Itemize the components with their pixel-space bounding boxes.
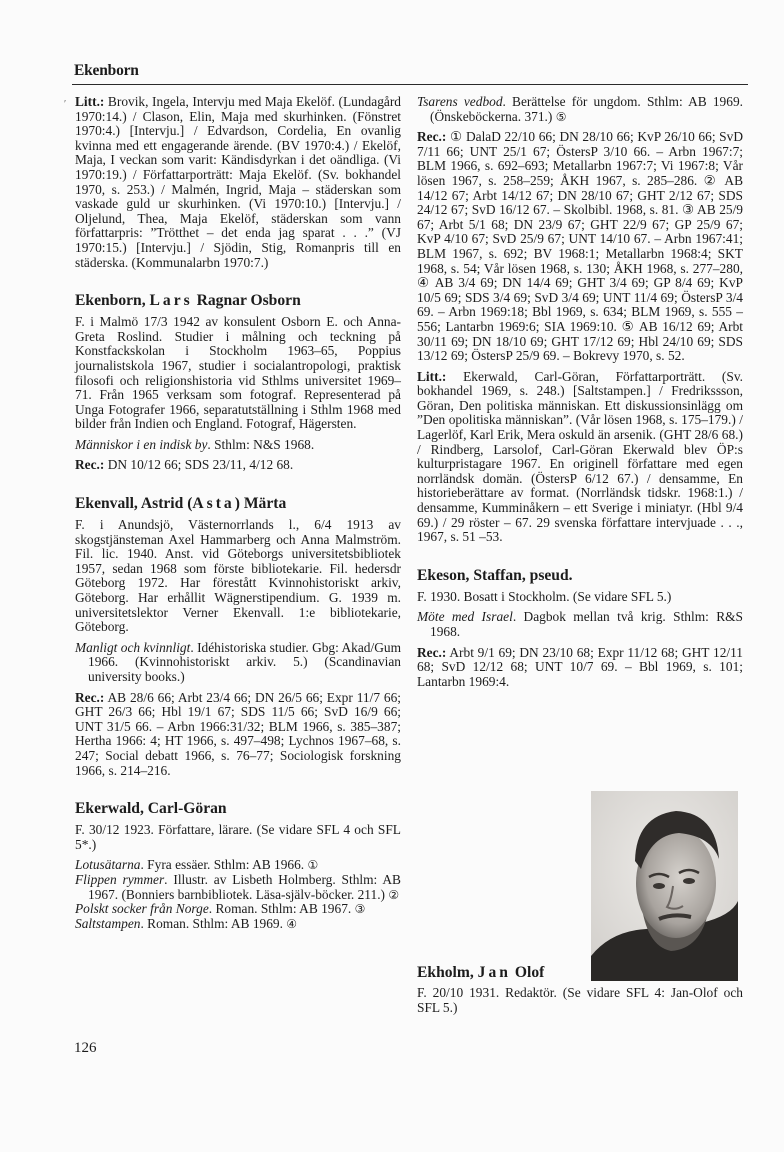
name-part: ) Märta [234,495,287,513]
work-title: Möte med Israel [417,609,513,625]
litt-label: Litt.: [417,368,447,384]
entry-bio: F. 20/10 1931. Redaktör. (Se vidare SFL 4: Jan-Olof och SFL 5.) [417,985,743,1015]
work-number-mark: ④ [286,916,298,931]
work-details: . Dagbok mellan två krig. Sthlm: R&S 1968. [430,609,743,639]
work-item [75,641,401,685]
reviews [417,646,743,690]
work-details: . Roman. Sthlm: AB 1967. [208,901,355,917]
works-list [417,95,743,124]
works-list [417,610,743,639]
portrait-illustration [591,791,738,981]
entry-bio: F. 1930. Bosatt i Stockholm. (Se vidare SFL 5.) [417,588,672,604]
name-part: Ragnar Osborn [192,292,301,310]
work-title: Tsarens vedbod [417,94,503,109]
work-details: . Illustr. av Lisbeth Holmberg. Sthlm: AB 1967. (Bonniers barnbibliotek. Läsa-själv-böcker. 211.) [88,871,401,902]
rec-label: Rec.: [417,644,447,660]
reviews [417,130,743,364]
rec-label: Rec.: [417,129,447,145]
right-column [417,95,743,695]
left-column [75,95,401,937]
work-number-mark: ⑤ [555,109,567,124]
work-title: Manligt och kvinnligt [75,639,191,655]
name-part: Olof [510,964,545,981]
name-part: Ekenborn, [75,292,150,310]
work-title: Människor i en indisk by [75,436,208,452]
rec-label: Rec.: [75,689,105,705]
margin-tick-mark: ʹ [64,99,67,110]
work-title: Lotusätarna [75,857,141,873]
work-title: Polskt socker från Norge [75,901,209,917]
works-list [75,858,401,931]
litt-text: Brovik, Ingela, Intervju med Maja Ekelöf. (Lundagård 1970:14.) / Clason, Elin, Maja med skurhinken. (Fönstret 1970:4.) [Intervju.] / Edvardson, Cordelia, En ovanlig kvinna med ett engagerande ärende. (BV 1970:4.) / Ekelöf, Maja, I veckan som varit: Kändisdyrkan i det oändliga. (Vi 1970:19.) / Författarporträtt: Maja Ekelöf. (Sv. bokhandel 1970, s. 253.) / Malmén, Ingrid, Maja – städerskan som vaskade guld ur skurhinken. (Vi 1970:10.) [Intervju.] / Oljelund, Thea, Maja Ekelöf, städerskan som vann författarpris: ”Trötthet – det enda jag sparat . . .” (VJ 1970:15.) [Intervju.] / Sjödin, Stig, Romanpris till en städerska. (Kommunalarbn 1970:7.) [75,94,401,270]
portrait-photo [591,791,738,981]
page-number: 126 [74,1040,97,1056]
entry-ekerwald [75,800,401,931]
work-item [417,95,743,124]
litt-continuation [75,95,401,270]
reviews [75,691,401,779]
work-item [75,858,401,873]
rec-text: ① DalaD 22/10 66; DN 28/10 66; KvP 26/10 66; SvD 7/11 66; UNT 25/1 67; ÖstersP 3/10 66. – Arbn 1967:7; BLM 1966, s. 692–693; Metallarbn 1967:7; Vi 1967:8; Vår lösen 1967, s. 258–259; ÅKH 1967, s. 285–286. ② AB 14/12 67; Arbt 14/12 67; DN 28/10 67; GHT 2/12 67; SDS 24/12 67; SvD 16/12 67. – Skolbibl. 1968, s. 81. ③ AB 25/9 67; Arbt 5/1 68; DN 23/9 67; GHT 22/9 67; GP 25/9 67; KvP 4/10 67; SvD 25/9 67; UNT 14/10 67. – Arbn 1967:41; BLM 1967, s. 692; BV 1968:1; Metallarbn 1968:4; SKT 1968, s. 54; Vår lösen 1968, s. 130; ÅKH 1968, s. 277–280, ④ AB 3/4 69; DN 14/4 69; GHT 3/4 69; GP 8/4 69; KvP 10/5 69; SDS 3/4 69; SvD 3/4 69; UNT 11/4 69; ÖstersP 3/4 69. – Arbn 1969:18; Bbl 1969, s. 634; BLM 1969, s. 555 –556; Lantarbn 1969:6; SIA 1969:10. ⑤ AB 16/12 69; Arbt 30/11 69; DN 18/10 69; GHT 17/12 69; Hbl 24/10 69; SDS 13/12 69; ÖstersP 25/9 69. – Bokrevy 1970, s. 52. [417,129,743,364]
works-list [75,438,401,453]
work-number-mark: ② [388,887,400,902]
entry-heading [75,495,401,513]
name-called: Asta [192,495,235,513]
entry-bio: F. i Anundsjö, Västernorrlands l., 6/4 1913 av skogstjänsteman Axel Hammarberg och Anna Malmström. Fil. lic. 1940. Anst. vid Göteborgs universitetsbibliotek 1957, sedan 1968 som förste bibliotekarie. Fil. hedersdr Göteborg 1972. Har förestått Kvinnohistoriskt arkiv, Göteborg. Har erhållit Wägnerstipendium. G. 1939 m. universitetslektor Verner Ekenvall. 1:e bibliotekarie, Göteborg. [75,517,401,635]
work-details: . Roman. Sthlm: AB 1969. [140,915,287,931]
work-item [75,438,401,453]
name-part: Ekholm, [417,964,478,981]
rec-text: DN 10/12 66; SDS 23/11, 4/12 68. [104,457,294,473]
entry-ekholm [417,964,743,1015]
entry-heading [417,964,743,982]
reviews [75,458,401,473]
entry-bio: F. i Malmö 17/3 1942 av konsulent Osborn E. och Anna-Greta Roslind. Studier i målning och teckning på Konstfackskolan i Stockholm 1963–65, Poppius journalistskola 1967, studier i socialantropologi, praktisk filosofi och religionshistoria vid Sthlms universitet 1969–71. Från 1965 verksam som fotograf. Representerad på Unga Fotografer 1966, separatutställning i Sthlm 1968 med bilder från Indien och England. Fotograf, Hägersten. [75,314,401,432]
rec-label: Rec.: [75,457,105,473]
entry-ekerwald-continued [417,95,743,545]
entry-ekeson [417,567,743,690]
rec-text: Arbt 9/1 69; DN 23/10 68; Expr 11/12 68; GHT 12/11 68; SvD 12/12 68; UNT 10/7 69. – Bbl 1969, s. 101; Lantarbn 1969:4. [417,644,743,689]
literature [417,370,743,545]
header-rule [72,84,748,85]
rec-text: AB 28/6 66; Arbt 23/4 66; DN 26/5 66; Expr 11/7 66; GHT 26/3 66; Hbl 19/1 67; SDS 11/5 66; SvD 16/9 66; UNT 31/5 66. – Arbn 1966:31/32; BLM 1966, s. 385–387; Hertha 1966: 4; HT 1966, s. 497–498; Lychnos 1967–68, s. 247; Social debatt 1966, s. 76–77; Sociologisk forskning 1966, s. 214–216. [75,689,401,778]
entry-bio: F. 30/12 1923. Författare, lärare. (Se vidare SFL 4 och SFL 5*.) [75,822,401,852]
works-list [75,641,401,685]
work-item [75,917,401,932]
work-title: Flippen rymmer [75,871,165,887]
litt-text: Ekerwald, Carl-Göran, Författarporträtt. (Sv. bokhandel 1969, s. 248.) [Saltstampen.] / Fredrikssson, Göran, Den politiska människan. Ett diskussionsinlägg om ”Den opolitiska människan”. (Vår lösen 1968, s. 175–179.) / Lagerlöf, Karl Erik, Mera oskuld än arsenik. (GHT 28/6 68.) / Rindberg, Larsolof, Carl-Göran Ekerwald blev ÖP:s kulturpristagare 1967. En originell författare med egen norrländsk domän. (ÖstersP 6/12 67.) / densamme, En historieberättare av format. (Norrländsk tidskr. 1968:1.) / densamme, Kumminåkern – ett Sverige i miniatyr. (Hbl 9/4 69.) / 29 röster – 67. 29 svenska författare intervjuade . . ., 1967, s. 51 –53. [417,368,743,545]
name-called: Jan [477,964,511,981]
work-details: . Fyra essäer. Sthlm: AB 1966. [140,857,308,873]
work-details: . Idéhistoriska studier. Gbg: Akad/Gum 1966. (Kvinnohistoriskt arkiv. 5.) (Scandinavian university books.) [88,639,401,684]
running-head: Ekenborn [74,62,139,79]
work-title: Saltstampen [75,915,141,931]
work-details: . Berättelse för ungdom. Sthlm: AB 1969. (Önskeböckerna. 371.) [430,94,743,124]
entry-heading [75,292,401,310]
work-item [417,610,743,639]
work-item [75,873,401,902]
litt-label: Litt.: [75,94,105,109]
work-number-mark: ① [307,858,319,873]
entry-ekenborn [75,292,401,473]
entry-heading: Ekerwald, Carl-Göran [75,800,227,818]
name-part: Ekenvall, Astrid ( [75,495,193,513]
work-details: . Sthlm: N&S 1968. [207,436,315,452]
entry-ekenvall [75,495,401,778]
entry-heading: Ekeson, Staffan, pseud. [417,566,573,584]
work-item [75,902,401,917]
name-called: Lars [149,292,193,310]
work-number-mark: ③ [354,902,366,917]
